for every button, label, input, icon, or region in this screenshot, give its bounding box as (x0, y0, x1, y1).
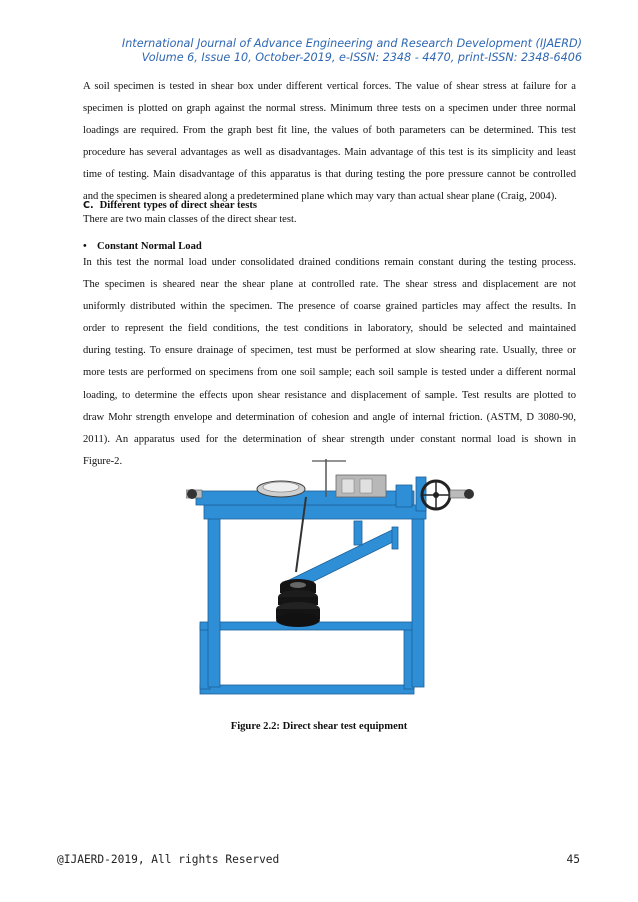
text-line: uniformly distributed within the specimen. The presence of coarse grained particles may affect the results. In (83, 301, 576, 313)
text-line: specimen is plotted on graph against the normal stress. Minimum three tests on a specimen under three normal (83, 103, 576, 115)
section-heading-c (83, 200, 576, 211)
paragraph-constant-normal-load (83, 252, 576, 473)
copyright-notice: @IJAERD-2019, All rights Reserved (57, 853, 280, 866)
text-line: and the specimen is sheared along a predetermined plane which may vary than actual shear plane (Craig, 2004). (83, 191, 557, 203)
journal-issue-info: Volume 6, Issue 10, October-2019, e-ISSN: 2348 - 4470, print-ISSN: 2348-6406 (141, 51, 582, 64)
direct-shear-apparatus-photo (186, 457, 476, 707)
paragraph-shear-box (83, 76, 576, 209)
text-line: The specimen is sheared near the shear plane at controlled rate. The shear stress and displacement are not (83, 279, 576, 291)
text-line: order to represent the field conditions, the test conditions in laboratory, should be selected and maintained (83, 323, 576, 335)
figure-caption: Figure 2.2: Direct shear test equipment (230, 721, 408, 732)
journal-header (0, 37, 582, 65)
text-line: Figure-2. (83, 455, 123, 467)
text-line: 2011). An apparatus used for the determination of shear strength under constant normal load is shown in (83, 433, 576, 445)
section-intro: There are two main classes of the direct shear test. (83, 214, 297, 225)
text-line: procedure has several advantages as well as disadvantages. Main advantage of this test is its simplicity and least (83, 147, 576, 159)
text-line: draw Mohr strength envelope and determination of cohesion and angle of internal friction. (ASTM, D 3080-90, (83, 411, 576, 423)
text-line: In this test the normal load under consolidated drained conditions remain constant during the testing process. (83, 257, 576, 268)
journal-title: International Journal of Advance Engineering and Research Development (IJAERD) (121, 37, 582, 50)
text-line: time of testing. Main disadvantage of this apparatus is that during testing the pore pressure cannot be controlled (83, 169, 576, 181)
text-line: during testing. To ensure drainage of specimen, test must be performed at slow shearing rate. Usually, three or (83, 345, 576, 357)
text-line: more tests are performed on specimens from one soil sample; each soil sample is tested under a different normal (83, 367, 576, 379)
text-line: loading, to determine the effects upon shear resistance and displacement of sample. Test results are plotted to (83, 389, 576, 401)
bullet-icon: • (83, 241, 87, 252)
text-line: A soil specimen is tested in shear box under different vertical forces. The value of shear stress at failure for a (83, 81, 576, 92)
section-label: C. (83, 200, 94, 211)
bullet-heading (83, 241, 576, 252)
bullet-title: Constant Normal Load (97, 241, 202, 252)
section-title: Different types of direct shear tests (99, 200, 257, 211)
dial-gauge (257, 481, 305, 497)
page-number: 45 (566, 853, 580, 866)
text-line: loadings are required. From the graph best fit line, the values of both parameters can be determined. This test (83, 125, 576, 137)
page-footer (57, 853, 580, 866)
